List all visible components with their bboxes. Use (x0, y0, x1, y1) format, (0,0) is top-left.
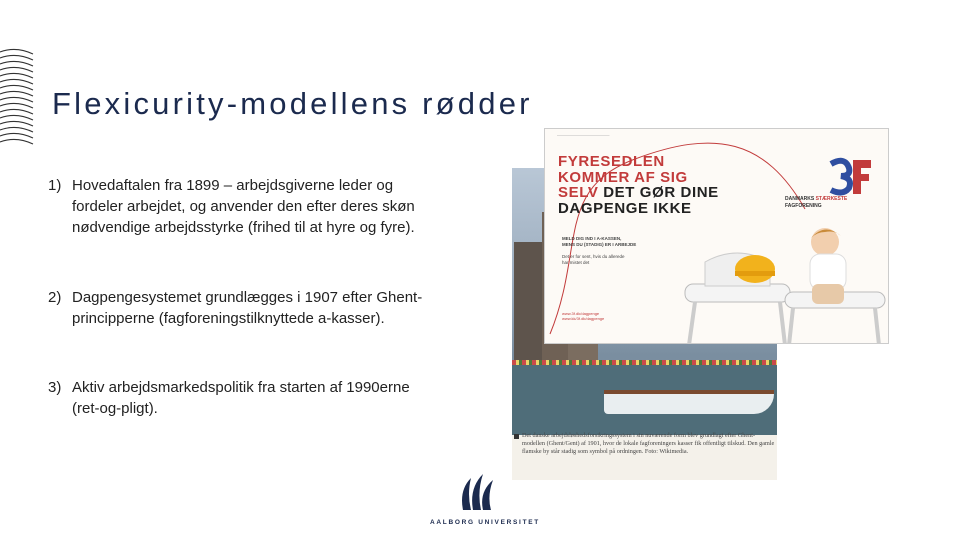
poster-caption: Det danske arbejdsløshedsforsikringssystem i sin nuværende form blev grundlagt efter Ghent-modellen (Ghent/Gent) af 1901, hvor de lokale fagforeningers kasser fik offentligt tilskud. Den gamle flamske by står stadig som symbol på ordningen. Foto: Wikimedia. (522, 432, 775, 455)
headline-word: DET GØR DINE (598, 184, 719, 201)
item-number: 3) (48, 379, 62, 396)
dagpenge-leaflet (544, 128, 889, 344)
item-text: Aktiv arbejdsmarkedspolitik fra starten af 1990erne (ret-og-pligt). (72, 379, 410, 417)
item-text: Hovedaftalen fra 1899 – arbejdsgiverne leder og fordeler arbejdet, og anvender den efter deres skøn nødvendige arbejdsstyrke (frihed til at hyre og fyre). (72, 177, 415, 236)
leaflet-logo-text (785, 196, 847, 210)
logo-word: FAGFORENING (785, 203, 822, 209)
list-item (48, 175, 415, 238)
leaflet-headline (558, 154, 719, 216)
headline-word: SELV (558, 184, 599, 201)
item-number: 2) (48, 289, 62, 306)
3f-logo-icon (827, 156, 873, 196)
list-item (48, 287, 422, 329)
decorative-stripes (0, 48, 34, 148)
leaflet-meld-text: MELD DIG IND I A-KASSEN, MENS DU (STADIG) ER I ARBEJDE (562, 236, 637, 247)
university-name: AALBORG UNIVERSITET (430, 519, 540, 526)
highchairs-image (675, 224, 889, 344)
aalborg-university-logo-icon (457, 470, 497, 512)
headline-line: KOMMER AF SIG (558, 168, 688, 186)
item-number: 1) (48, 177, 62, 194)
leaflet-small-text: Det er for sent, hvis du allerede har mistet det (562, 254, 625, 265)
headline-line: FYRESEDLEN (558, 153, 665, 170)
page-title: Flexicurity-modellens rødder (52, 86, 533, 121)
logo-word: STÆRKESTE (815, 196, 848, 202)
headline-line: DAGPENGE IKKE (558, 199, 692, 217)
leaflet-header-text: ——————————————— (557, 133, 610, 137)
list-item (48, 377, 410, 419)
leaflet-url: www.3f.dk/dagpenge www.kk/3f.dk/dagpenge (562, 311, 605, 321)
logo-word: DANMARKS (785, 196, 815, 202)
item-text: Dagpengesystemet grundlægges i 1907 efter Ghent- principperne (fagforeningstilknyttede a-kasser). (72, 289, 423, 327)
